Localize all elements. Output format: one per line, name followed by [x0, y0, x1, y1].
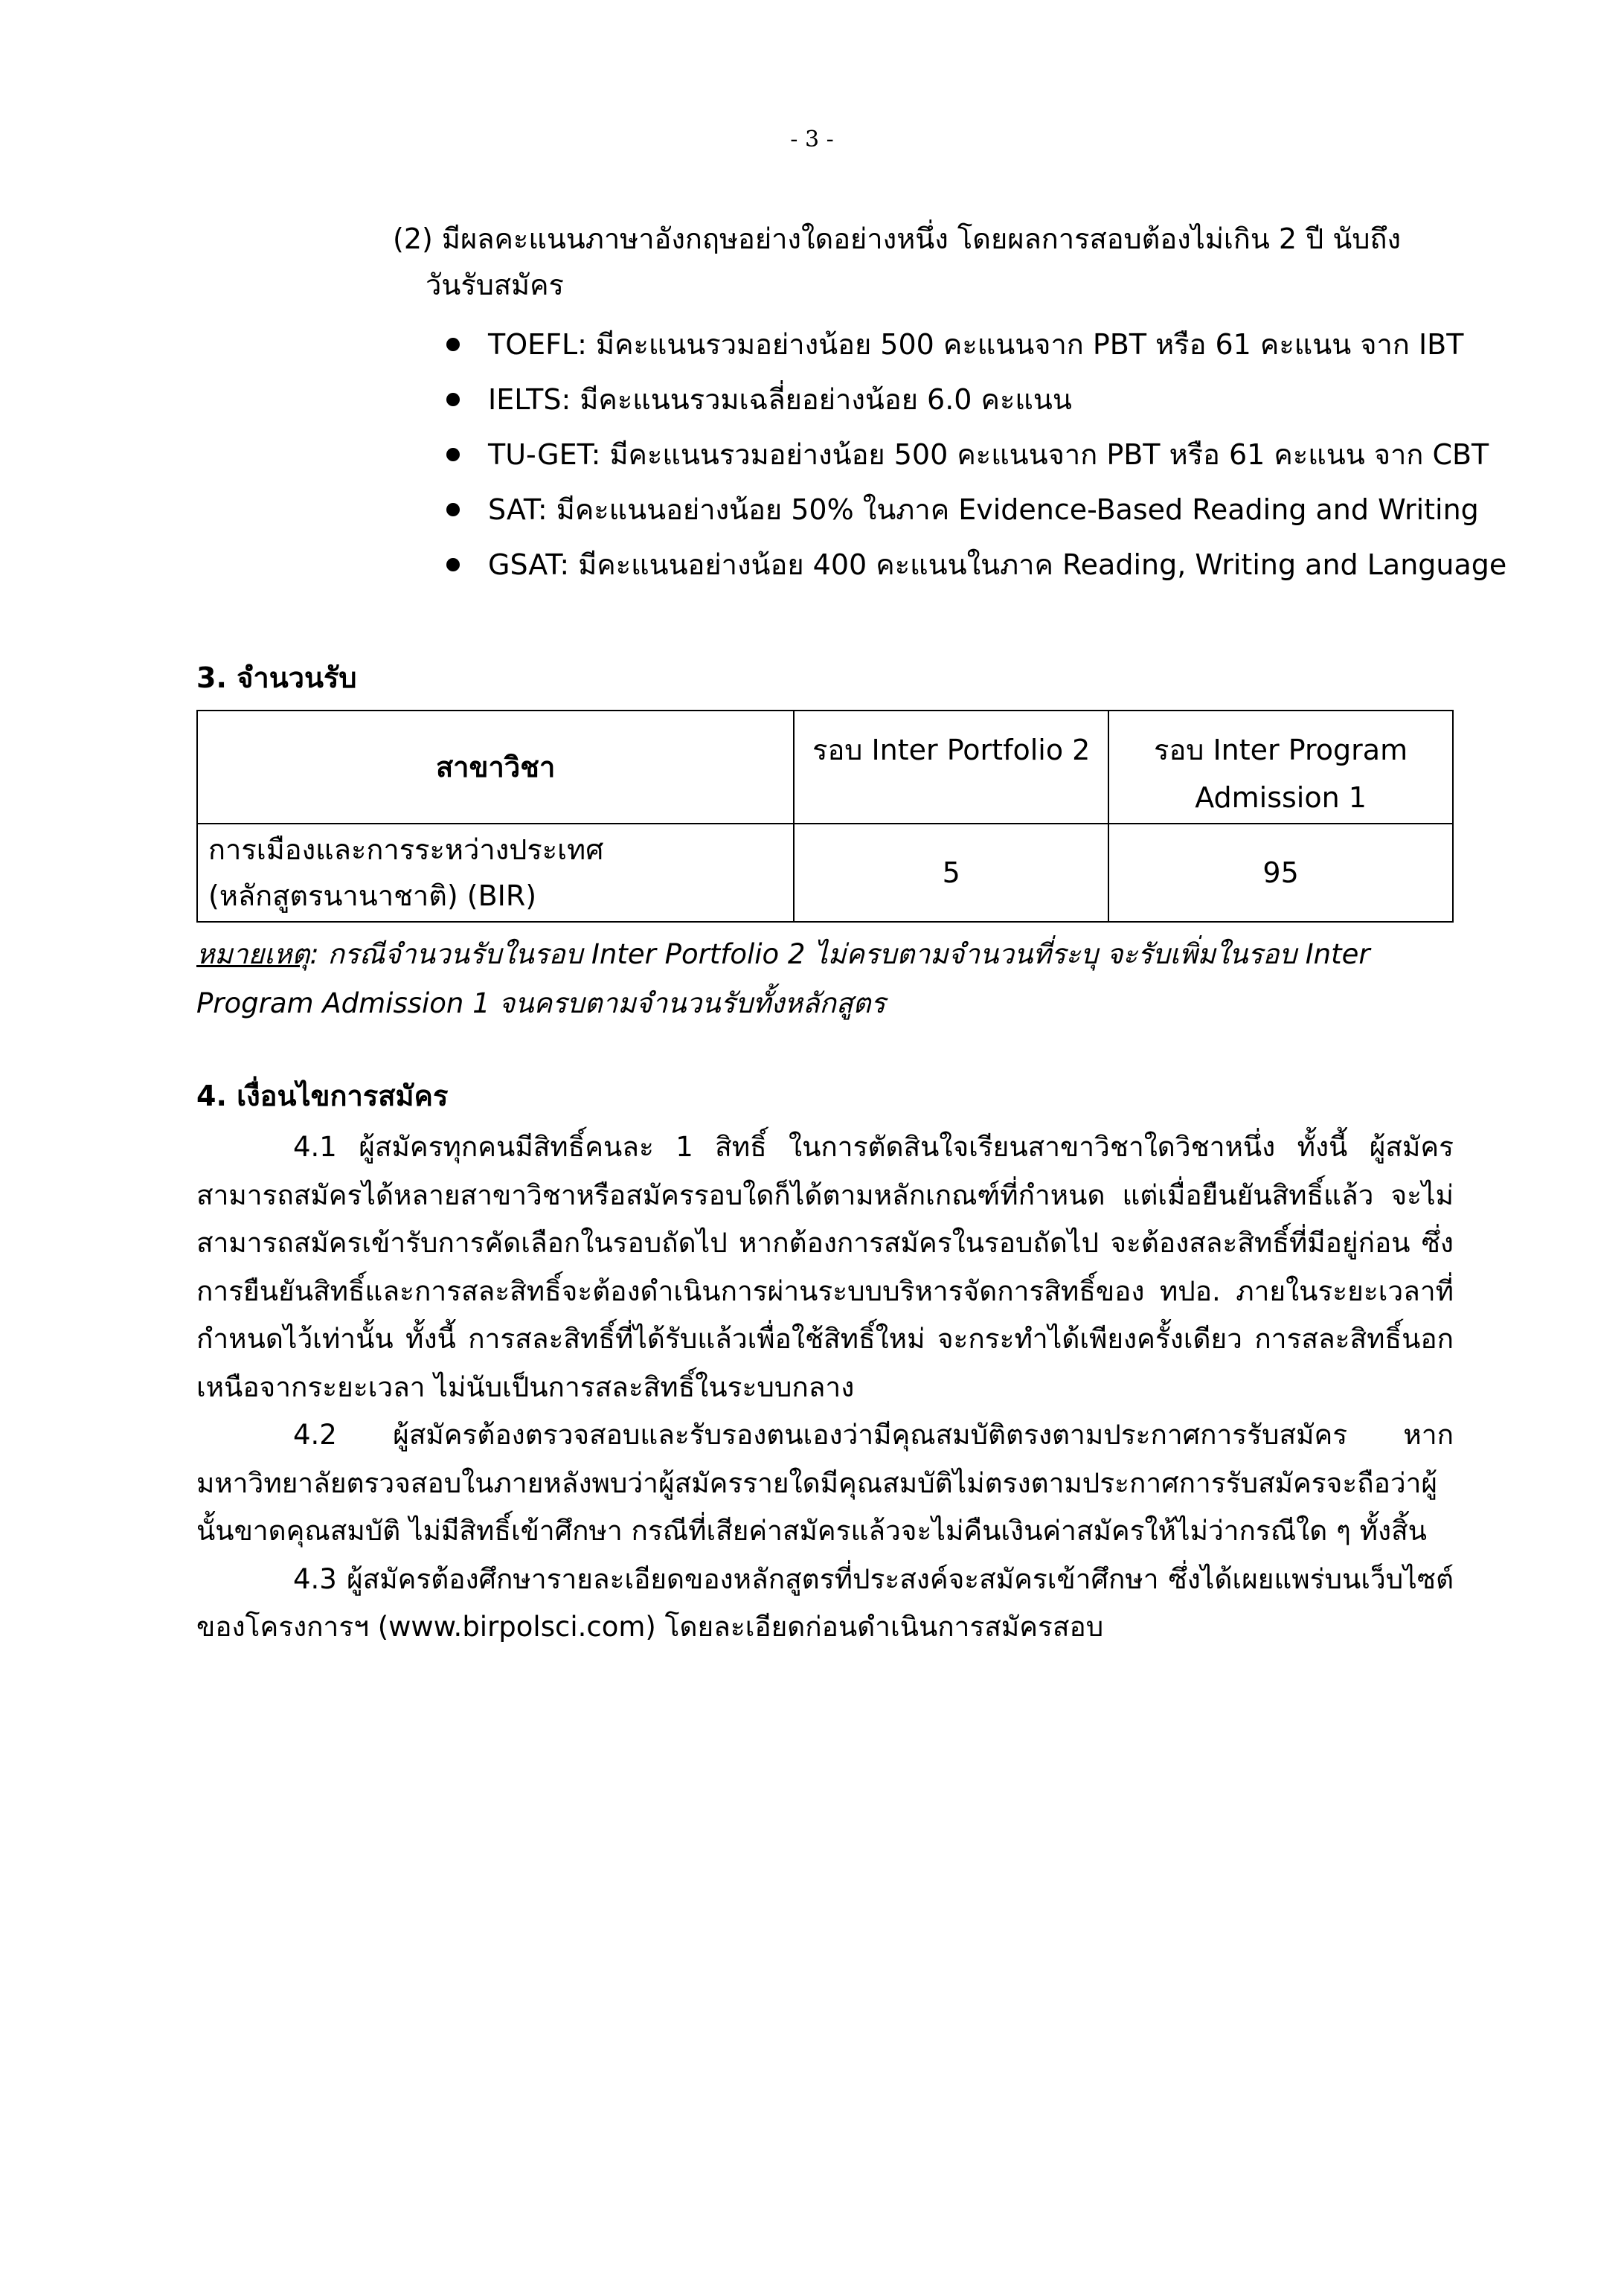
list-item — [393, 537, 1507, 592]
page-number: - 3 - — [790, 126, 834, 153]
list-item-text: TOEFL: มีคะแนนรวมอย่างน้อย 500 คะแนนจาก PBT หรือ 61 คะแนน จาก IBT — [488, 328, 1464, 361]
subject-line-2: (หลักสูตรนานาชาติ) (BIR) — [208, 879, 537, 912]
condition-paragraph: 4.3 ผู้สมัครต้องศึกษารายละเอียดของหลักสูตรที่ประสงค์จะสมัครเข้าศึกษา ซึ่งได้เผยแพร่บนเว็บไซต์ของโครงการฯ (www.birpolsci.com) โดยละเอียดก่อนดำเนินการสมัครสอบ — [196, 1562, 1454, 1643]
list-item — [393, 482, 1479, 537]
list-item — [393, 372, 1471, 427]
subject-line-1: การเมืองและการระหว่างประเทศ — [208, 833, 604, 866]
requirement-line-1: (2) มีผลคะแนนภาษาอังกฤษอย่างใดอย่างหนึ่ง โดยผลการสอบต้องไม่เกิน 2 ปี นับถึง — [393, 222, 1402, 255]
section-3-heading: 3. จำนวนรับ — [196, 661, 357, 694]
table-header-row — [197, 711, 1453, 824]
table-row — [197, 824, 1453, 922]
header-portfolio-2: รอบ Inter Portfolio 2 — [794, 711, 1108, 824]
header-admission-1: รอบ Inter Program Admission 1 — [1108, 711, 1453, 824]
application-conditions — [196, 1123, 1454, 1652]
table-note — [196, 930, 1461, 1028]
note-text: : กรณีจำนวนรับในรอบ Inter Portfolio 2 ไม่ครบตามจำนวนที่ระบุ จะรับเพิ่มในรอบ Inter Program Admission 1 จนครบตามจำนวนรับทั้งหลักสูตร — [196, 938, 1370, 1019]
list-item-text: TU-GET: มีคะแนนรวมอย่างน้อย 500 คะแนนจาก PBT หรือ 61 คะแนน จาก CBT — [488, 438, 1489, 471]
list-item — [393, 427, 1489, 482]
cell-admission-1: 95 — [1108, 824, 1453, 922]
note-label: หมายเหตุ — [196, 938, 310, 970]
list-item-text: GSAT: มีคะแนนอย่างน้อย 400 คะแนนในภาค Reading, Writing and Language — [488, 548, 1507, 581]
test-score-list — [393, 317, 1507, 592]
bullet-icon — [446, 448, 460, 461]
requirement-line-2: วันรับสมัคร — [426, 269, 564, 301]
list-item — [393, 317, 1471, 372]
admission-quota-table — [196, 710, 1454, 923]
condition-paragraph: 4.1 ผู้สมัครทุกคนมีสิทธิ์คนละ 1 สิทธิ์ ในการตัดสินใจเรียนสาขาวิชาใดวิชาหนึ่ง ทั้งนี้ ผู้สมัครสามารถสมัครได้หลายสาขาวิชาหรือสมัครรอบใดก็ได้ตามหลักเกณฑ์ที่กำหนด แต่เมื่อยืนยันสิทธิ์แล้ว จะไม่สามารถสมัครเข้ารับการคัดเลือกในรอบถัดไป หากต้องการสมัครในรอบถัดไป จะต้องสละสิทธิ์ที่มีอยู่ก่อน ซึ่งการยืนยันสิทธิ์และการสละสิทธิ์จะต้องดำเนินการผ่านระบบบริหารจัดการสิทธิ์ของ ทปอ. ภายในระยะเวลาที่กำหนดไว้เท่านั้น ทั้งนี้ การสละสิทธิ์ที่ได้รับแล้วเพื่อใช้สิทธิ์ใหม่ จะกระทำได้เพียงครั้งเดียว การสละสิทธิ์นอกเหนือจากระยะเวลา ไม่นับเป็นการสละสิทธิ์ในระบบกลาง — [196, 1131, 1454, 1403]
list-item-text: IELTS: มีคะแนนรวมเฉลี่ยอย่างน้อย 6.0 คะแนน — [488, 383, 1072, 416]
list-item-text: SAT: มีคะแนนอย่างน้อย 50% ในภาค Evidence-Based Reading and Writing — [488, 493, 1479, 526]
header-subject: สาขาวิชา — [197, 711, 794, 824]
bullet-icon — [446, 503, 460, 516]
cell-portfolio-2: 5 — [794, 824, 1108, 922]
section-4-heading: 4. เงื่อนไขการสมัคร — [196, 1080, 449, 1112]
bullet-icon — [446, 558, 460, 571]
condition-paragraph: 4.2 ผู้สมัครต้องตรวจสอบและรับรองตนเองว่ามีคุณสมบัติตรงตามประกาศการรับสมัคร หากมหาวิทยาลัยตรวจสอบในภายหลังพบว่าผู้สมัครรายใดมีคุณสมบัติไม่ตรงตามประกาศการรับสมัครจะถือว่าผู้นั้นขาดคุณสมบัติ ไม่มีสิทธิ์เข้าศึกษา กรณีที่เสียค่าสมัครแล้วจะไม่คืนเงินค่าสมัครให้ไม่ว่ากรณีใด ๆ ทั้งสิ้น — [196, 1419, 1454, 1547]
bullet-icon — [446, 393, 460, 406]
bullet-icon — [446, 338, 460, 351]
english-requirement — [393, 216, 1507, 592]
cell-subject — [197, 824, 794, 922]
